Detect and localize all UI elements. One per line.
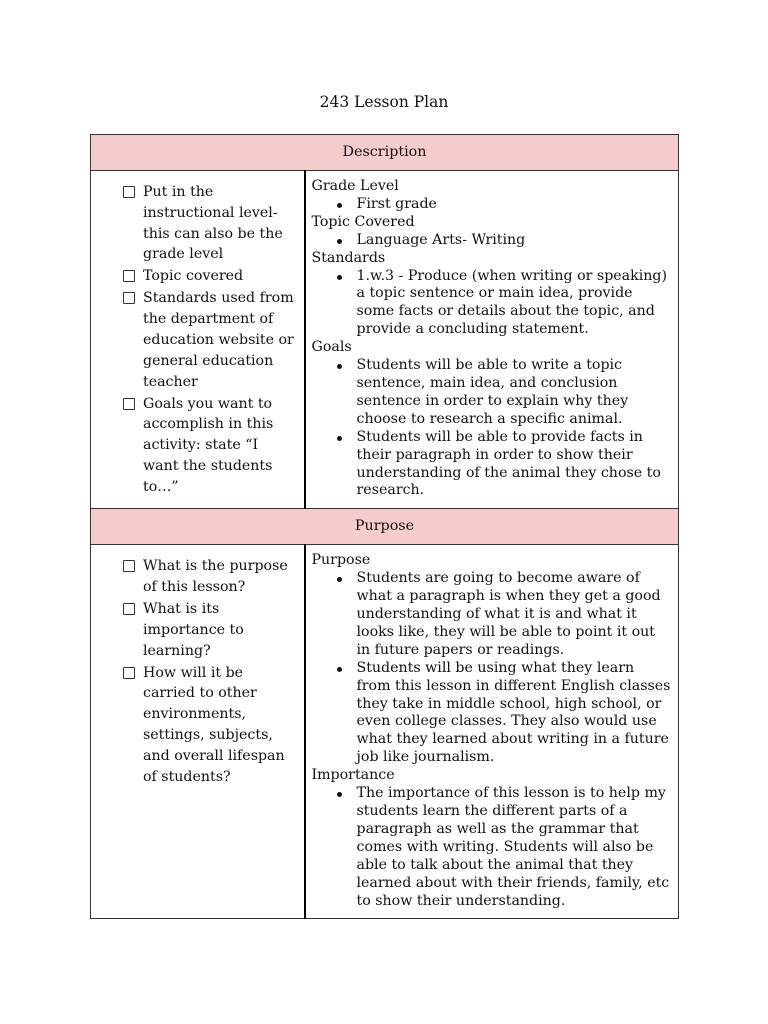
checklist-item-text: How will it be carried to other environments, settings, subjects, and overall lifespan of students? — [143, 664, 285, 785]
checklist-item — [143, 288, 298, 392]
checklist-item-text: Put in the instructional level-this can also be the grade level — [143, 184, 283, 263]
checklist-item — [143, 599, 298, 661]
checklist-item-text: What is its importance to learning? — [143, 601, 244, 659]
description-content-cell — [305, 171, 679, 509]
bullet-icon — [337, 436, 342, 441]
checkbox-icon[interactable] — [123, 398, 135, 410]
checkbox-icon[interactable] — [123, 292, 135, 304]
checklist-item-text: Standards used from the department of education website or general education teacher — [143, 290, 294, 390]
description-checklist-cell — [91, 171, 305, 509]
lesson-plan-table — [90, 134, 679, 919]
section-header-description — [91, 135, 679, 171]
bullet-icon — [337, 667, 342, 672]
bullet-item — [357, 357, 673, 429]
checklist-item — [143, 394, 298, 498]
bullet-list — [312, 785, 673, 910]
bullet-list — [312, 268, 673, 340]
purpose-content-cell — [305, 545, 679, 919]
checklist-item-text: Topic covered — [143, 268, 244, 285]
checkbox-icon[interactable] — [123, 560, 135, 572]
bullet-icon — [337, 364, 342, 369]
page-title: 243 Lesson Plan — [319, 93, 449, 111]
checklist-item — [143, 556, 298, 598]
bullet-item — [357, 785, 673, 910]
purpose-checklist-cell — [91, 545, 305, 919]
bullet-icon — [337, 275, 342, 280]
bullet-item — [357, 660, 673, 767]
section-heading: Purpose — [354, 518, 415, 535]
bullet-text: First grade — [356, 195, 437, 212]
bullet-icon — [337, 792, 342, 797]
checkbox-icon[interactable] — [123, 603, 135, 615]
section-heading: Description — [342, 144, 427, 160]
bullet-icon — [337, 203, 342, 208]
bullet-item — [357, 268, 673, 340]
checklist-item-text: Goals you want to accomplish in this activity: state “I want the students to…” — [143, 395, 274, 495]
purpose-checklist — [91, 545, 304, 787]
checkbox-icon[interactable] — [123, 186, 135, 198]
bullet-icon — [337, 239, 342, 244]
checklist-item — [143, 182, 298, 265]
bullet-text: Students will be using what they learn from this lesson in different English classes they take in middle school, high school, or even college classes. They also would use what they learned about writing in a future job like journalism. — [356, 659, 671, 766]
bullet-text: Students will be able to write a topic sentence, main idea, and conclusion sentence in order to explain why they choose to research a specific animal. — [356, 357, 629, 427]
bullet-list — [312, 232, 673, 250]
bullet-text: Students will be able to provide facts in their paragraph in order to show their understanding of the animal they chose to research. — [356, 428, 661, 499]
bullet-list — [312, 196, 673, 214]
group-label-grade-level: Grade Level — [311, 178, 399, 194]
bullet-text: Students are going to become aware of what a paragraph is when they get a good understanding of what it is and what it looks like, they will be able to point it out in future papers or readings. — [356, 570, 661, 658]
checklist-item-text: What is the purpose of this lesson? — [143, 558, 288, 596]
group-label-goals: Goals — [311, 339, 352, 356]
checkbox-icon[interactable] — [123, 667, 135, 679]
checkbox-icon[interactable] — [123, 270, 135, 282]
bullet-text: 1.w.3 - Produce (when writing or speaking) a topic sentence or main idea, provide some facts or details about the topic, and provide a concluding statement. — [356, 267, 668, 338]
description-checklist — [91, 171, 304, 498]
bullet-item — [357, 196, 673, 214]
section-header-purpose — [91, 509, 679, 545]
bullet-list — [312, 357, 673, 500]
group-label-topic-covered: Topic Covered — [311, 213, 415, 230]
checklist-item — [143, 663, 298, 788]
bullet-item — [357, 232, 673, 250]
group-label-purpose: Purpose — [311, 552, 371, 569]
bullet-text: Language Arts- Writing — [356, 231, 526, 248]
bullet-item — [357, 429, 673, 501]
checklist-item — [143, 266, 298, 287]
bullet-text: The importance of this lesson is to help my students learn the different parts of a paragraph as well as the grammar that comes with writing. Students will also be able to talk about the animal that they learned about with their friends, family, etc to show their understanding. — [356, 785, 670, 909]
bullet-item — [357, 570, 673, 660]
group-label-importance: Importance — [311, 767, 395, 784]
bullet-list — [312, 570, 673, 767]
group-label-standards: Standards — [311, 249, 386, 266]
bullet-icon — [337, 577, 342, 582]
